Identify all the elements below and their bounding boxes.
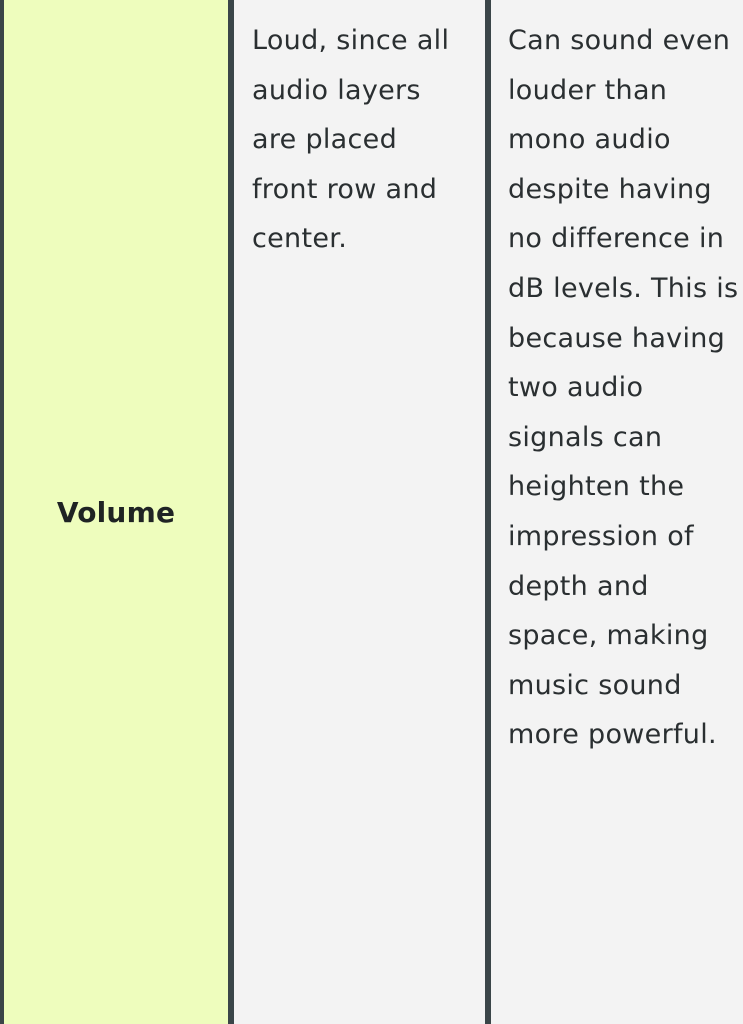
row-header-label: Volume	[56, 495, 176, 529]
row-header-cell	[4, 0, 228, 1024]
stereo-description: Can sound even louder than mono audio despite having no difference in dB levels. This is because having two audio signals can heighten the impression of depth and space, making music sound more powerful.	[508, 25, 739, 751]
stereo-cell	[491, 0, 743, 1024]
mono-description: Loud, since all audio layers are placed front row and center.	[252, 25, 450, 255]
mono-cell	[234, 0, 485, 1024]
